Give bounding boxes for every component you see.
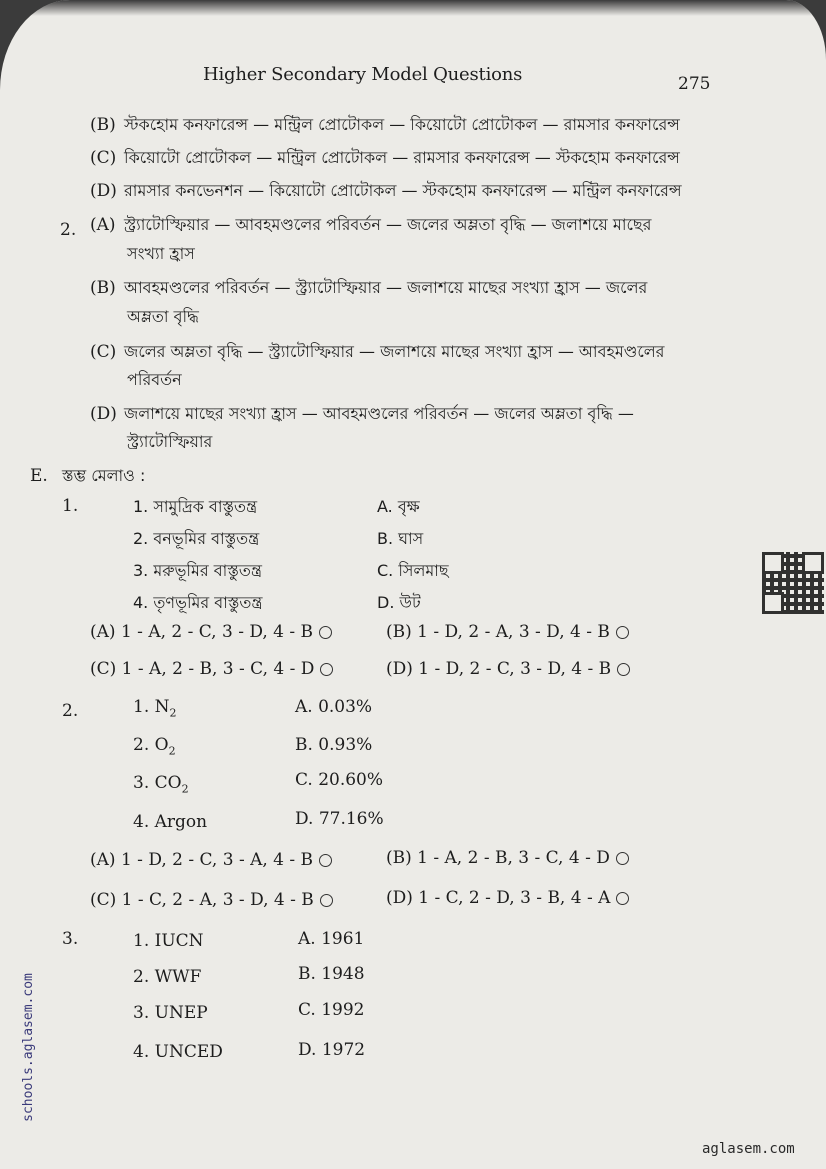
q2-option-c-cont: পরিবর্তন [127, 370, 182, 389]
match2-left-1: 1. $N_2$ [133, 697, 177, 720]
q2-option-a: (A) স্ট্র্যাটোস্ফিয়ার — আবহমণ্ডলের পরিবর্তন — জলের অম্লতা বৃদ্ধি — জলাশয়ে মাছের [90, 215, 652, 235]
match1-right-d: D. উট [377, 593, 421, 612]
match3-right-d: D. 1972 [298, 1040, 366, 1060]
match3-left-4: 4. UNCED [133, 1042, 223, 1062]
section-e-title: স্তম্ভ মেলাও : [62, 466, 146, 485]
q1-option-d: (D) রামসার কনভেনশন — কিয়োটো প্রোটোকল — স্টকহোম কনফারেন্স — মন্ট্রিল কনফারেন্স [90, 181, 682, 201]
match1-option-a: (A) 1 - A, 2 - C, 3 - D, 4 - B [90, 622, 332, 642]
match3-right-a: A. 1961 [298, 929, 365, 949]
match1-option-b: (B) 1 - D, 2 - A, 3 - D, 4 - B [386, 622, 629, 642]
side-watermark: schools.aglasem.com [20, 973, 36, 1122]
match1-right-b: B. ঘাস [377, 529, 424, 548]
match3-left-1: 1. IUCN [133, 931, 204, 951]
match2-left-4: 4. Argon [133, 812, 208, 832]
radio-circle-icon [616, 626, 629, 639]
match2-option-b: (B) 1 - A, 2 - B, 3 - C, 4 - D [386, 848, 629, 868]
radio-circle-icon [320, 894, 333, 907]
match3-right-c: C. 1992 [298, 1000, 365, 1020]
match1-right-c: C. সিলমাছ [377, 561, 449, 580]
q2-option-d: (D) জলাশয়ে মাছের সংখ্যা হ্রাস — আবহমণ্ডলের পরিবর্তন — জলের অম্লতা বৃদ্ধি — [90, 404, 634, 424]
match1-number: 1. [62, 496, 79, 516]
radio-circle-icon [616, 892, 629, 905]
match1-left-1: 1. সামুদ্রিক বাস্তুতন্ত্র [133, 497, 258, 516]
match2-number: 2. [62, 701, 79, 721]
match2-left-3: 3. $CO_2$ [133, 773, 189, 796]
radio-circle-icon [319, 854, 332, 867]
match1-left-3: 3. মরুভূমির বাস্তুতন্ত্র [133, 561, 262, 580]
match3-left-2: 2. WWF [133, 967, 202, 987]
section-e-label: E. [30, 466, 48, 486]
match1-option-c: (C) 1 - A, 2 - B, 3 - C, 4 - D [90, 659, 333, 679]
radio-circle-icon [616, 852, 629, 865]
q2-option-b-cont: অম্লতা বৃদ্ধি [127, 307, 199, 326]
radio-circle-icon [320, 663, 333, 676]
match2-option-a: (A) 1 - D, 2 - C, 3 - A, 4 - B [90, 850, 332, 870]
page-header-title: Higher Secondary Model Questions [203, 64, 523, 85]
match2-right-a: A. 0.03% [295, 697, 373, 717]
q1-option-c: (C) কিয়োটো প্রোটোকল — মন্ট্রিল প্রোটোকল — রামসার কনফারেন্স — স্টকহোম কনফারেন্স [90, 148, 680, 168]
match2-left-2: 2. $O_2$ [133, 735, 176, 758]
qr-code-icon [762, 552, 824, 614]
match1-left-4: 4. তৃণভূমির বাস্তুতন্ত্র [133, 593, 263, 612]
match3-number: 3. [62, 929, 79, 949]
q2-option-d-cont: স্ট্র্যাটোস্ফিয়ার [127, 432, 213, 451]
match1-left-2: 2. বনভূমির বাস্তুতন্ত্র [133, 529, 260, 548]
page-number: 275 [678, 74, 711, 94]
radio-circle-icon [319, 626, 332, 639]
q1-option-b: (B) স্টকহোম কনফারেন্স — মন্ট্রিল প্রোটোকল — কিয়োটো প্রোটোকল — রামসার কনফারেন্স [90, 115, 680, 135]
match3-left-3: 3. UNEP [133, 1003, 208, 1023]
match2-option-c: (C) 1 - C, 2 - A, 3 - D, 4 - B [90, 890, 333, 910]
q2-option-c: (C) জলের অম্লতা বৃদ্ধি — স্ট্র্যাটোস্ফিয়ার — জলাশয়ে মাছের সংখ্যা হ্রাস — আবহমণ্ডলের [90, 342, 665, 362]
q2-option-b: (B) আবহমণ্ডলের পরিবর্তন — স্ট্র্যাটোস্ফিয়ার — জলাশয়ে মাছের সংখ্যা হ্রাস — জলের [90, 278, 648, 298]
match3-right-b: B. 1948 [298, 964, 365, 984]
radio-circle-icon [617, 663, 630, 676]
match2-right-c: C. 20.60% [295, 770, 384, 790]
q2-number: 2. [60, 220, 77, 240]
match2-right-b: B. 0.93% [295, 735, 373, 755]
match2-right-d: D. 77.16% [295, 809, 384, 829]
bottom-watermark: aglasem.com [702, 1141, 795, 1157]
match1-option-d: (D) 1 - D, 2 - C, 3 - D, 4 - B [386, 659, 630, 679]
match1-right-a: A. বৃক্ষ [377, 497, 420, 516]
q2-option-a-cont: সংখ্যা হ্রাস [127, 244, 195, 263]
match2-option-d: (D) 1 - C, 2 - D, 3 - B, 4 - A [386, 888, 629, 908]
